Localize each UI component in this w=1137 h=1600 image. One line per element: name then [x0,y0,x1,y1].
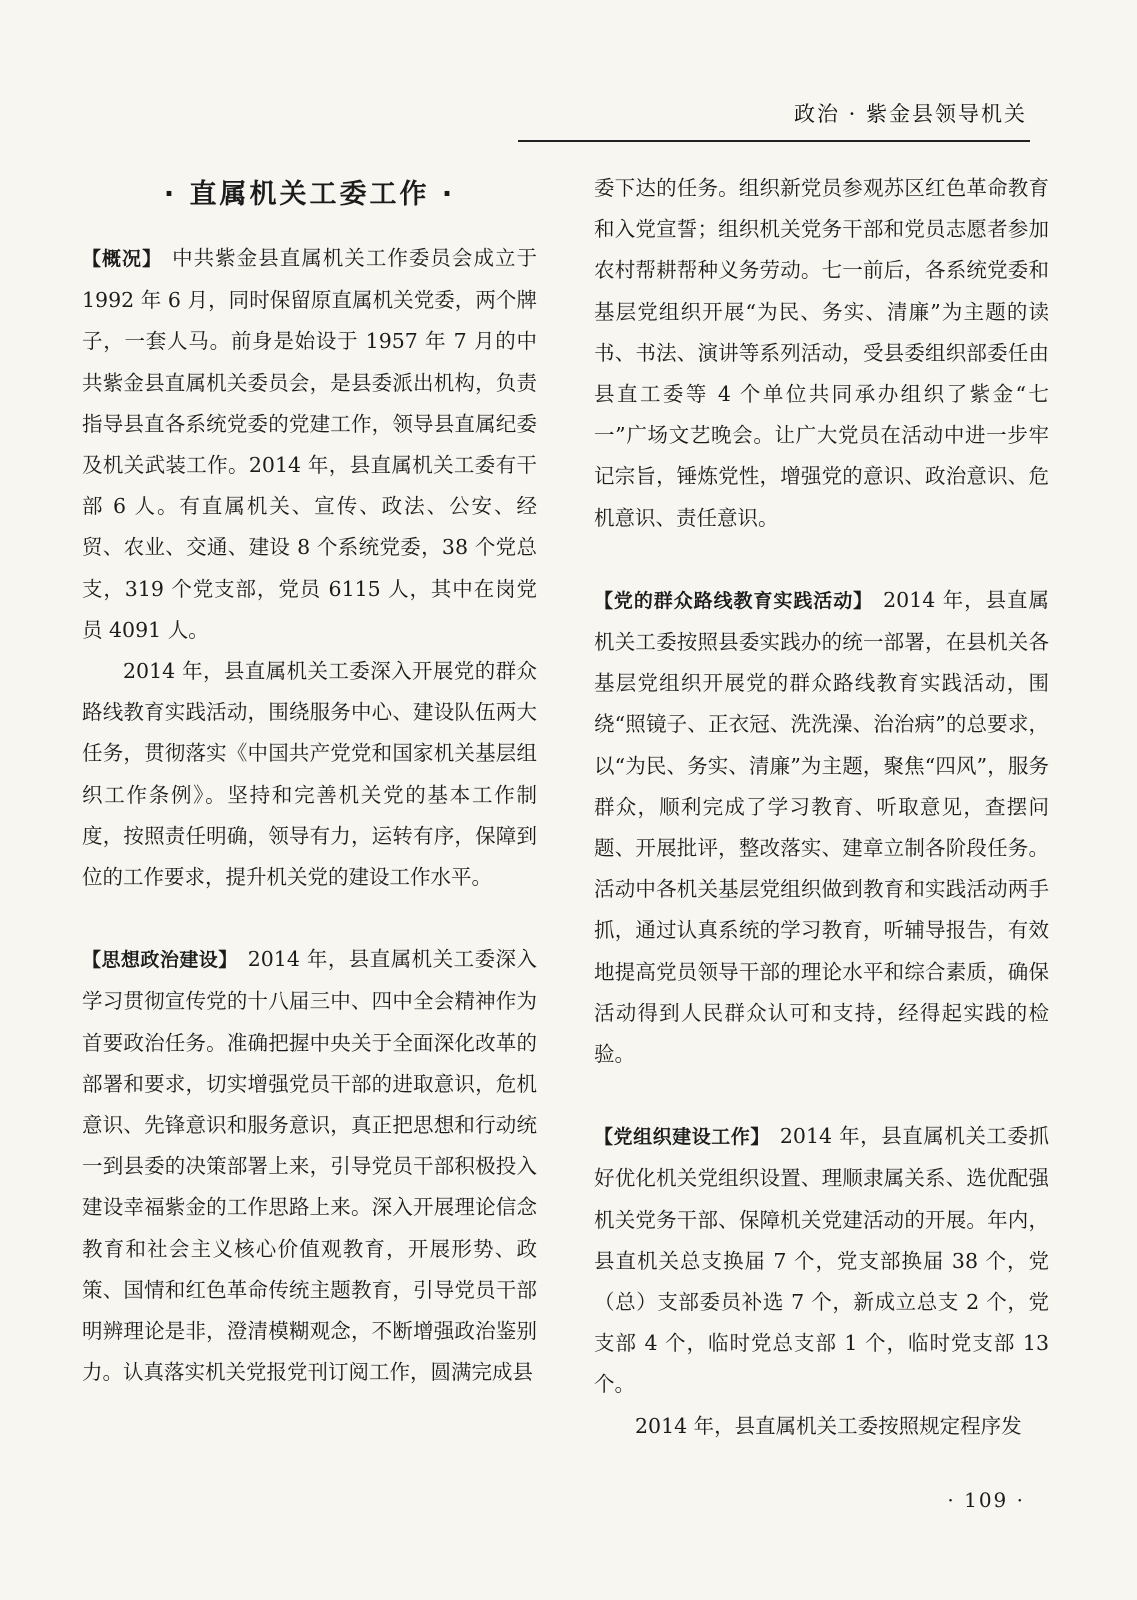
org-building-heading: 【党组织建设工作】 [594,1126,770,1149]
section-title: · 直属机关工委工作 · [163,179,456,210]
overview-text: 中共紫金县直属机关工作委员会成立于 1992 年 6 月，同时保留原直属机关党委，两个牌子，一套人马。前身是始设于 1957 年 7 月的中共紫金县直属机关委员会，是县委派出机构，负责指导县直各系统党委的党建工作，领导县直属纪委及机关武装工作。2014 年，县直属机关工委有干部 6 人。有直属机关、宣传、政法、公安、经贸、农业、交通、建设 8 个系统党委，38 个党总支，319 个党支部，党员 6115 人，其中在岗党员 4091 人。 [82,246,537,642]
closing-line: 2014 年，县直属机关工委按照规定程序发 [635,1413,1022,1438]
ideology-text: 2014 年，县直属机关工委深入学习贯彻宣传党的十八届三中、四中全会精神作为首要政治任务。准确把握中央关于全面深化改革的部署和要求，切实增强党员干部的进取意识，危机意识、先锋意识和服务意识，真正把思想和行动统一到县委的决策部署上来，引导党员干部积极投入建设幸福紫金的工作思路上来。深入开展理论信念教育和社会主义核心价值观教育，开展形势、政策、国情和红色革命传统主题教育，引导党员干部明辨理论是非，澄清模糊观念，不断增强政治鉴别力。认真落实机关党报党刊订阅工作，圆满完成县 [82,947,537,1385]
mass-line-text: 2014 年，县直属机关工委按照县委实践办的统一部署，在县机关各基层党组织开展党的群众路线教育实践活动，围绕“照镜子、正衣冠、洗洗澡、治治病”的总要求，以“为民、务实、清廉”为主题，聚焦“四风”，服务群众，顺利完成了学习教育、听取意见，查摆问题、开展批评，整改落实、建章立制各阶段任务。活动中各机关基层党组织做到教育和实践活动两手抓，通过认真系统的学习教育，听辅导报告，有效地提高党员领导干部的理论水平和综合素质，确保活动得到人民群众认可和支持，经得起实践的检验。 [594,587,1049,1067]
org-building-paragraph [594,1116,1049,1405]
mass-line-heading: 【党的群众路线教育实践活动】 [594,589,874,612]
page-number: · 109 · [947,1488,1025,1512]
work-summary-paragraph: 2014 年，县直属机关工委深入开展党的群众路线教育实践活动，围绕服务中心、建设队伍两大任务，贯彻落实《中国共产党党和国家机关基层组织工作条例》。坚持和完善机关党的基本工作制度，按照责任明确，领导有力，运转有序，保障到位的工作要求，提升机关党的建设工作水平。 [82,659,537,890]
running-header: 政治 · 紫金县领导机关 [793,102,1027,126]
left-column [82,170,537,1393]
right-column [594,168,1049,1447]
org-building-text: 2014 年，县直属机关工委抓好优化机关党组织设置、理顺隶属关系、选优配强机关党务干部、保障机关党建活动的开展。年内，县直机关总支换届 7 个，党支部换届 38 个，党（总）支部委员补选 7 个，新成立总支 2 个，党支部 4 个，临时党总支部 1 个，临时党支部 13 个。 [594,1124,1049,1397]
ideology-heading: 【思想政治建设】 [82,949,238,972]
ideology-paragraph [82,939,537,1393]
overview-heading: 【概况】 [82,248,163,270]
overview-paragraph [82,238,537,651]
header-rule [518,140,1030,142]
continued-paragraph: 委下达的任务。组织新党员参观苏区红色革命教育和入党宣誓；组织机关党务干部和党员志愿者参加农村帮耕帮种义务劳动。七一前后，各系统党委和基层党组织开展“为民、务实、清廉”为主题的读书、书法、演讲等系列活动，受县委组织部委任由县直工委等 4 个单位共同承办组织了紫金“七一”广场文艺晚会。让广大党员在活动中进一步牢记宗旨，锤炼党性，增强党的意识、政治意识、危机意识、责任意识。 [594,176,1049,530]
mass-line-paragraph [594,580,1049,1075]
